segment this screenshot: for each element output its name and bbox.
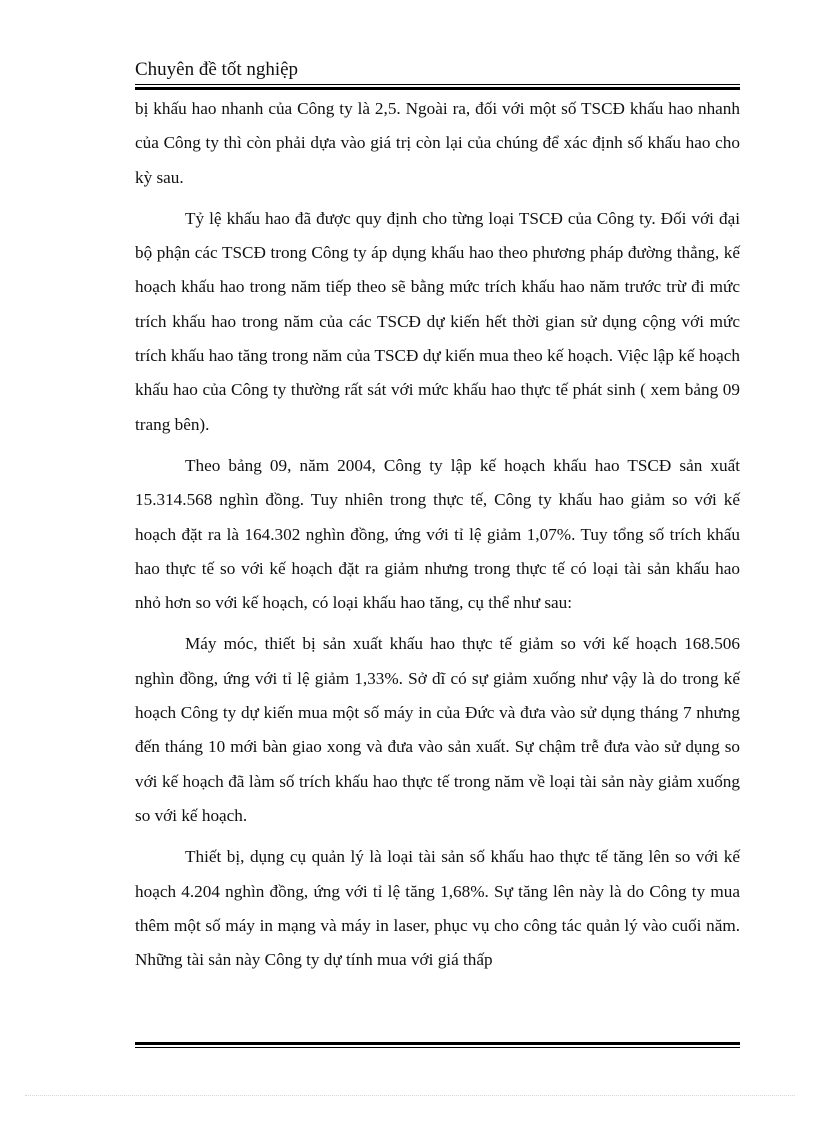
page-edge-dotted xyxy=(25,1095,795,1096)
footer-divider-thin xyxy=(135,1047,740,1048)
paragraph-4: Máy móc, thiết bị sản xuất khấu hao thực tế giảm so với kế hoạch 168.506 nghìn đồng, ứng với tỉ lệ giảm 1,33%. Sở dĩ có sự giảm xuống như vậy là do trong kế hoạch Công ty dự kiến mua một số máy in của Đức và đưa vào sử dụng tháng 7 nhưng đến tháng 10 mới bàn giao xong và đưa vào sản xuất. Sự chậm trễ đưa vào sử dụng so với kế hoạch đã làm số trích khấu hao thực tế trong năm về loại tài sản này giảm xuống so với kế hoạch. xyxy=(135,634,740,825)
paragraph-5: Thiết bị, dụng cụ quản lý là loại tài sản số khấu hao thực tế tăng lên so với kế hoạch 4.204 nghìn đồng, ứng với tỉ lệ tăng 1,68%. Sự tăng lên này là do Công ty mua thêm một số máy in mạng và máy in laser, phục vụ cho công tác quản lý vào cuối năm. Những tài sản này Công ty dự tính mua với giá thấp xyxy=(135,847,740,970)
header-divider-thick xyxy=(135,87,740,90)
paragraph-2: Tỷ lệ khấu hao đã được quy định cho từng loại TSCĐ của Công ty. Đối với đại bộ phận các TSCĐ trong Công ty áp dụng khấu hao theo phương pháp đường thẳng, kế hoạch khấu hao trong năm tiếp theo sẽ bằng mức trích khấu hao năm trước trừ đi mức trích khấu hao trong năm của các TSCĐ dự kiến hết thời gian sử dụng cộng với mức trích khấu hao tăng trong năm của TSCĐ dự kiến mua theo kế hoạch. Việc lập kế hoạch khấu hao của Công ty thường rất sát với mức khấu hao thực tế phát sinh ( xem bảng 09 trang bên). xyxy=(135,208,740,434)
header-divider-thin xyxy=(135,84,740,85)
paragraph-3: Theo bảng 09, năm 2004, Công ty lập kế hoạch khấu hao TSCĐ sản xuất 15.314.568 nghìn đồng. Tuy nhiên trong thực tế, Công ty khấu hao giảm so với kế hoạch đặt ra là 164.302 nghìn đồng, ứng với tỉ lệ giảm 1,07%. Tuy tổng số trích khấu hao thực tế so với kế hoạch đặt ra giảm nhưng trong thực tế có loại tài sản khấu hao nhỏ hơn so với kế hoạch, có loại khấu hao tăng, cụ thể như sau: xyxy=(135,455,740,613)
document-body xyxy=(135,92,740,984)
page-header-title: Chuyên đề tốt nghiệp xyxy=(135,59,299,80)
footer-divider-thick xyxy=(135,1042,740,1045)
paragraph-1: bị khấu hao nhanh của Công ty là 2,5. Ngoài ra, đối với một số TSCĐ khấu hao nhanh của Công ty thì còn phải dựa vào giá trị còn lại của chúng để xác định số khấu hao cho kỳ sau. xyxy=(135,99,740,187)
